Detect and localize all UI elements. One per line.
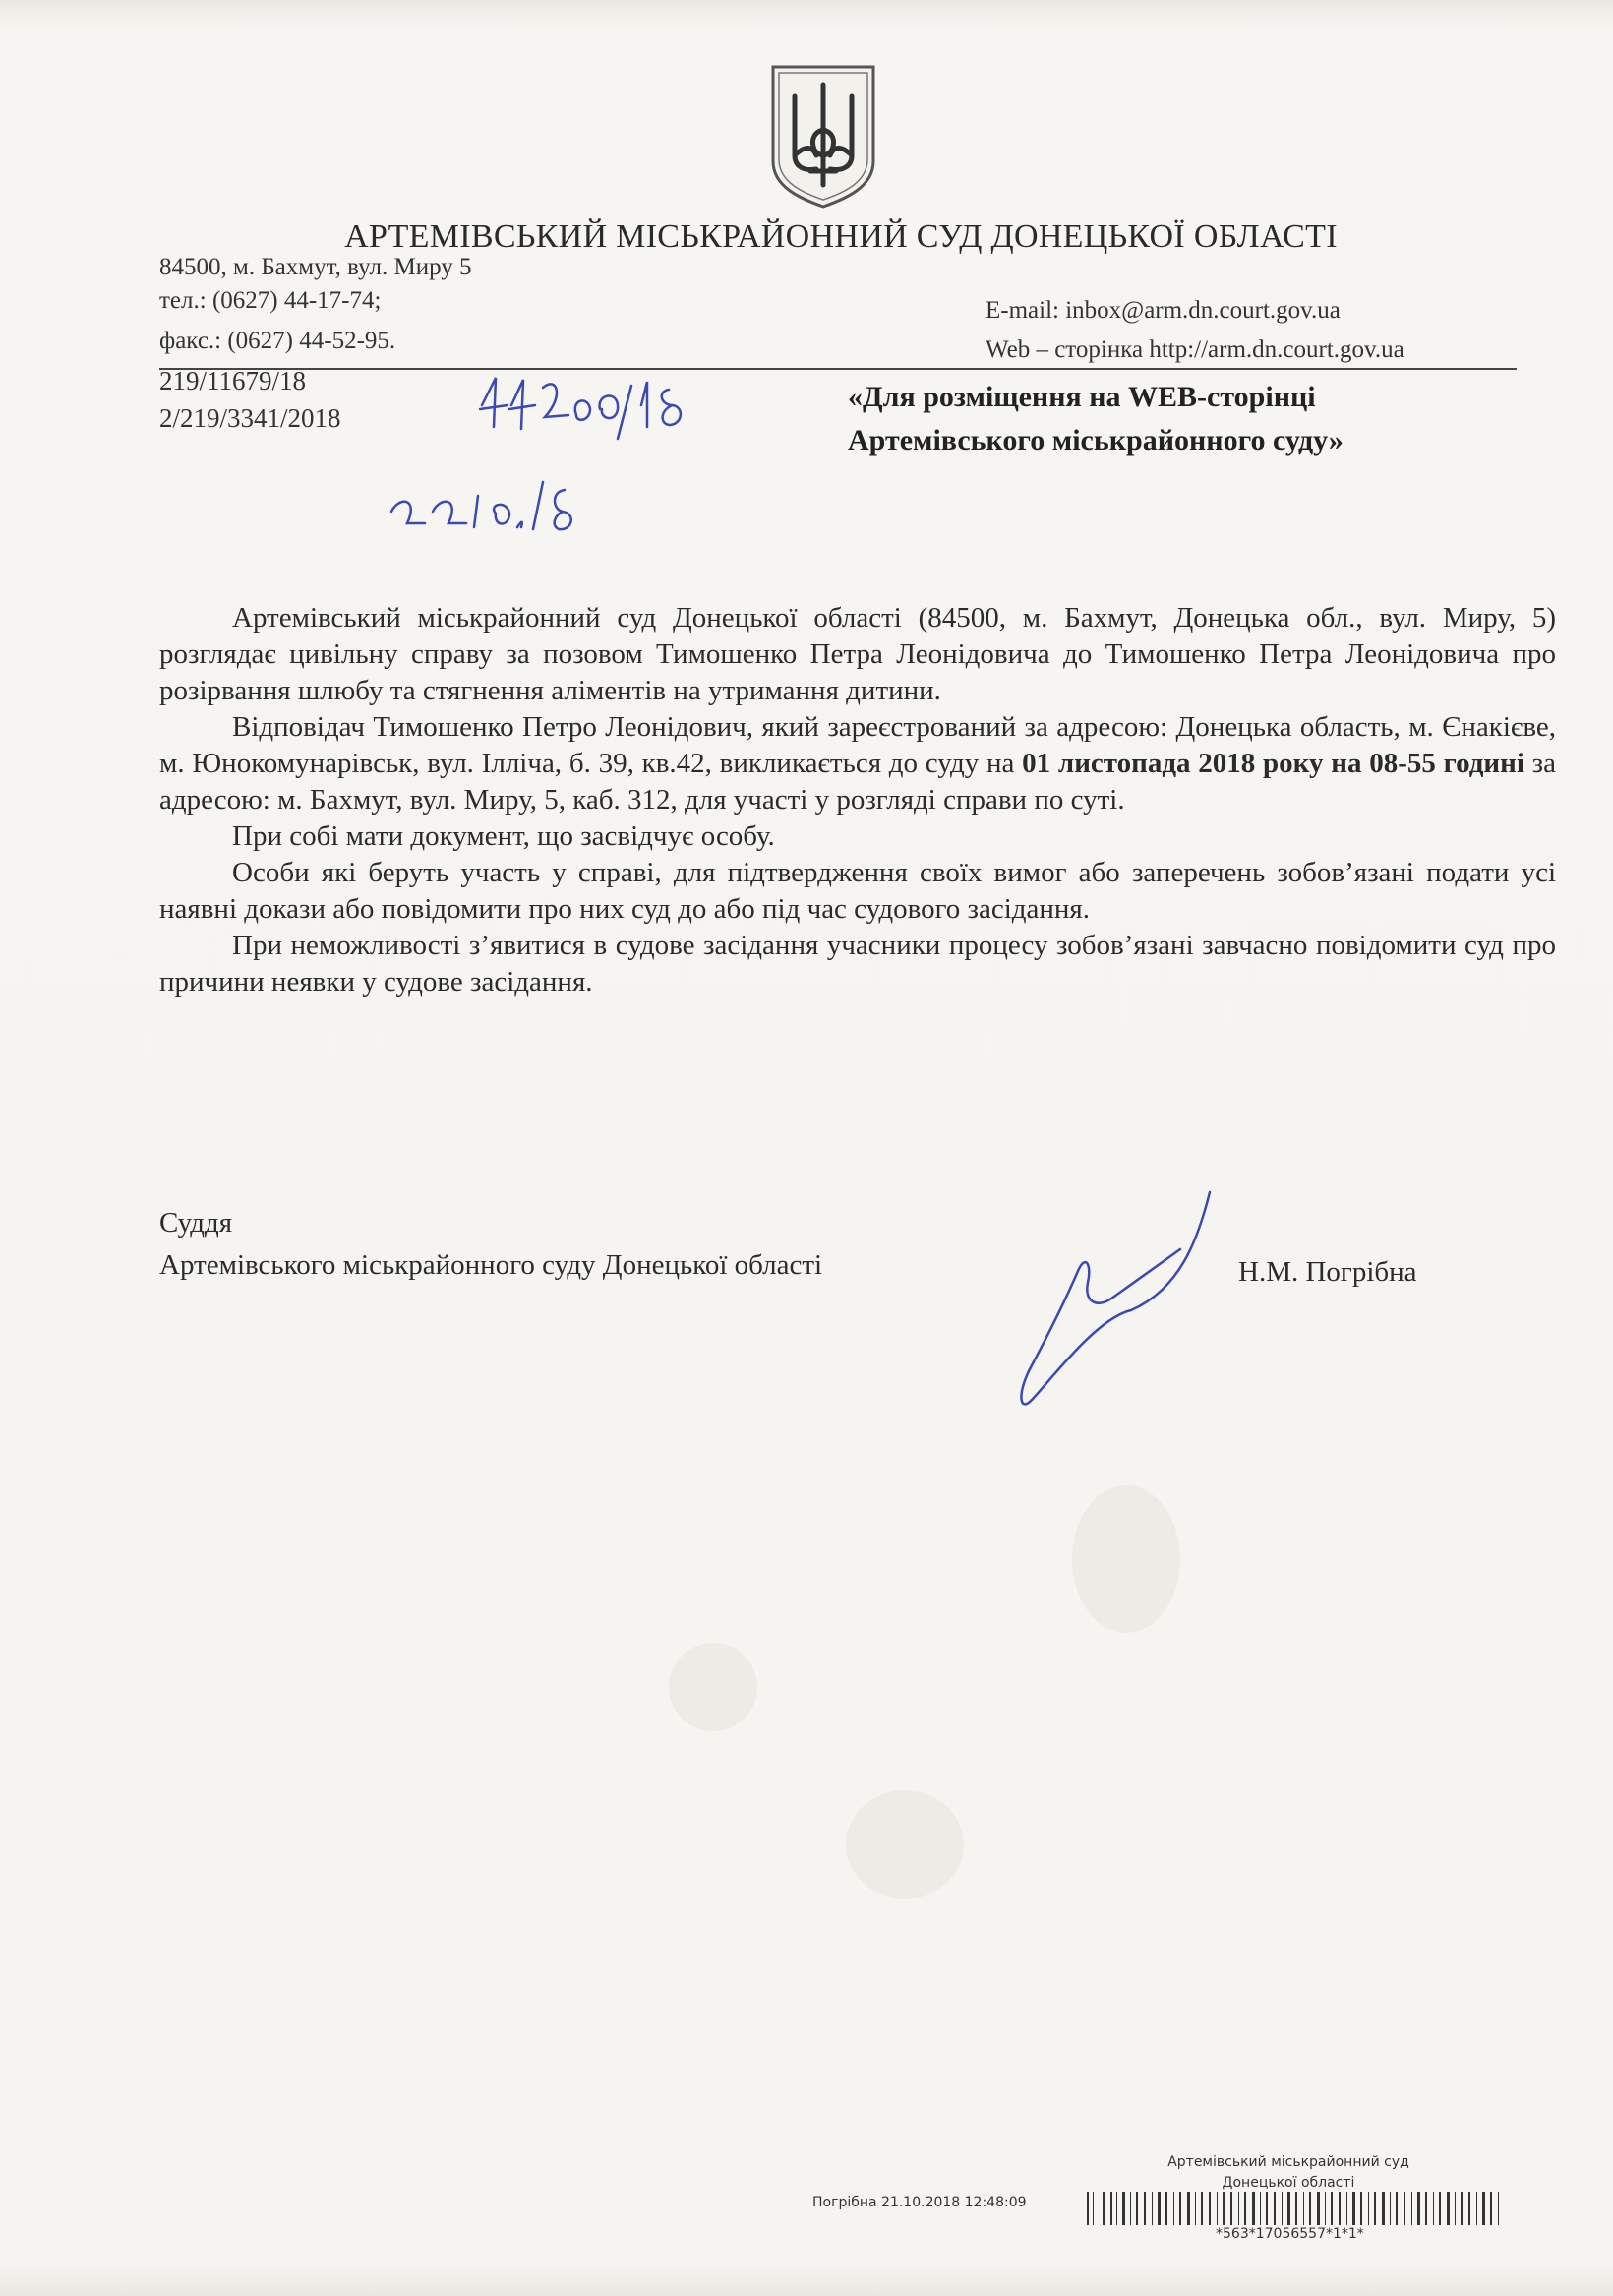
- stamp-org-line: Донецької області: [1222, 2175, 1355, 2191]
- judge-signature: [1013, 1180, 1229, 1417]
- publication-note-line: «Для розміщення на WEB-сторінці: [848, 381, 1316, 413]
- scan-mark: [846, 1790, 964, 1899]
- barcode-icon: [1067, 2190, 1549, 2229]
- body-paragraph: При неможливості з’явитися в судове засідання учасники процесу зобов’язані завчасно повідомити суд про причини неявки у судове засідання.: [159, 930, 1556, 997]
- body-paragraph: [159, 709, 1556, 818]
- signature-block: [159, 1202, 822, 1287]
- court-website: Web – сторінка http://arm.dn.court.gov.ua: [986, 336, 1404, 363]
- header-divider: [159, 368, 1517, 370]
- court-address: 84500, м. Бахмут, вул. Миру 5: [159, 254, 472, 280]
- coat-of-arms-icon: [765, 61, 881, 209]
- body-paragraph: Особи які беруть участь у справі, для підтвердження своїх вимог або заперечень зобов’язані подати усі наявні докази або повідомити про них суд до або під час судового засідання.: [159, 857, 1556, 925]
- body-text-span: за адресою: м. Бахмут, вул. Миру, 5, каб. 312, для участі у розгляді справи по суті.: [159, 748, 1556, 816]
- court-phone: тел.: (0627) 44-17-74;: [159, 287, 382, 314]
- stamp-signed-by: Погрібна 21.10.2018 12:48:09: [812, 2195, 1027, 2210]
- body-text-span: Відповідач Тимошенко Петро Леонідович, який зареєстрований за адресою: Донецька область, м. Єнакієве, м. Юнокомунарівськ, вул. Ілліча, б. 39, кв.42, викликається до суду на: [159, 711, 1556, 779]
- body-paragraph: При собі мати документ, що засвідчує особу.: [232, 820, 775, 852]
- judge-court: Артемівського міськрайонного суду Донецької області: [159, 1249, 823, 1281]
- judge-name: Н.М. Погрібна: [1238, 1256, 1417, 1288]
- e-signature-stamp: [1121, 2152, 1456, 2194]
- scan-mark: [669, 1643, 757, 1731]
- body-paragraph: Артемівський міськрайонний суд Донецької області (84500, м. Бахмут, Донецька обл., вул. Миру, 5) розглядає цивільну справу за позовом Тимошенко Петра Леонідовича до Тимошенко Петра Леонідовича про розірвання шлюбу та стягнення аліментів на утримання дитини.: [159, 602, 1556, 706]
- judge-title: Суддя: [159, 1207, 233, 1239]
- proceeding-number: 2/219/3341/2018: [159, 403, 341, 433]
- handwritten-date: [386, 472, 612, 551]
- court-email: E-mail: inbox@arm.dn.court.gov.ua: [986, 297, 1341, 324]
- publication-note: [848, 376, 1344, 462]
- court-name: АРТЕМІВСЬКИЙ МІСЬКРАЙОННИЙ СУД ДОНЕЦЬКОЇ ОБЛАСТІ: [344, 218, 1338, 255]
- publication-note-line: Артемівського міськрайонного суду»: [848, 424, 1344, 456]
- hearing-date-time: 01 листопада 2018 року на 08-55 годині: [1022, 748, 1524, 779]
- summons-body: [159, 600, 1556, 1000]
- case-number: 219/11679/18: [159, 366, 307, 395]
- handwritten-registration-number: [474, 366, 710, 445]
- scan-mark: [1072, 1485, 1180, 1633]
- barcode-text: *563*17056557*1*1*: [1216, 2226, 1364, 2242]
- stamp-org-line: Артемівський міськрайонний суд: [1167, 2154, 1409, 2170]
- court-fax: факс.: (0627) 44-52-95.: [159, 328, 396, 354]
